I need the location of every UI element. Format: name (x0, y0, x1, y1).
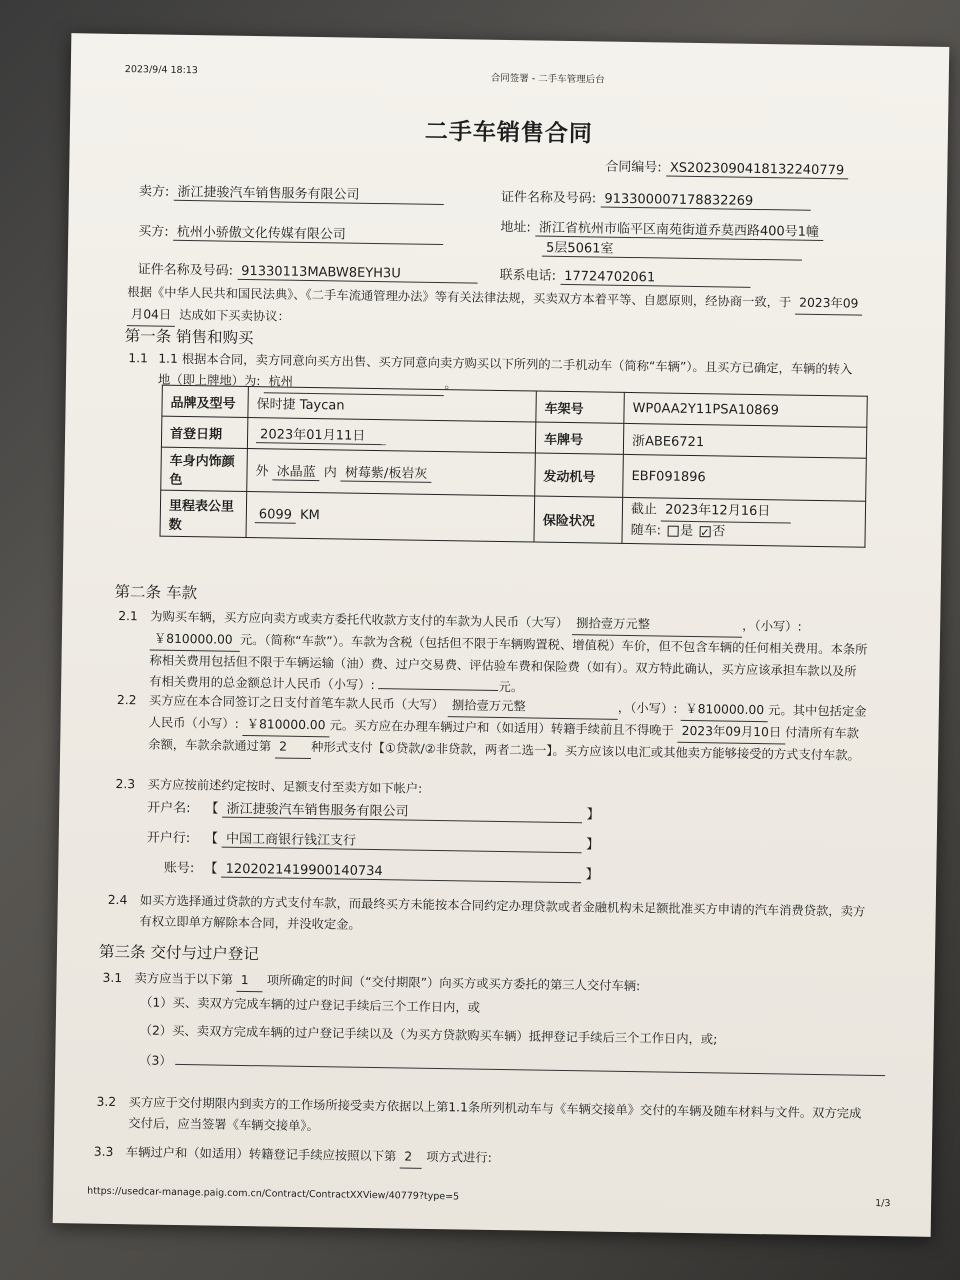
account-number-value: 1202021419900140734 (221, 862, 581, 884)
print-footer-url: https://usedcar-manage.paig.com.cn/Contract/ContractXXView/40779?type=5 (87, 1185, 460, 1203)
s31-text-a: 卖方应当于以下第 (134, 971, 234, 987)
s22-number: 2.2 (116, 692, 137, 708)
yes-checkbox[interactable] (667, 526, 678, 537)
s33-number: 3.3 (93, 1144, 114, 1159)
account-number-label: 账号: (163, 860, 195, 877)
s21-text-a: 为购买车辆，买方应向卖方或卖方委托代收款方支付的车款为人民币（大写） (150, 609, 569, 631)
brand-label: 品牌及型号 (162, 385, 248, 417)
exterior-prefix: 外 (255, 464, 269, 480)
contract-number-value: XS2023090418132240779 (666, 161, 849, 180)
s31-option2: （2）买、卖双方完成车辆的过户登记手续以及（为买方贷款购买车辆）抵押登记手续后三个工作日内，或; (139, 1023, 718, 1047)
transfer-city: 杭州 (264, 371, 444, 396)
article1-1-text-a: 1.1 根据本合同，卖方同意向买方出售、买方同意向卖方购买以下所列的二手机动车（简称“车辆”）。且买方已确定，车辆的转入 (158, 351, 853, 377)
bank-label: 开户行: (146, 830, 191, 847)
s31-option3-blank[interactable] (176, 1064, 886, 1076)
mileage-cell (246, 491, 535, 542)
plate-label: 车牌号 (535, 422, 623, 454)
s21-text-d: 元。 (498, 679, 524, 695)
no-checkbox[interactable] (699, 526, 710, 537)
preamble-text-end: 达成如下买卖协议： (179, 307, 290, 324)
insurance-prefix: 截止 (630, 502, 658, 518)
address-value-line2-row (542, 237, 802, 261)
address-value-line1: 浙江省杭州市临平区南苑街道乔莫西路400号1幢 (535, 216, 823, 241)
preamble-text: 根据《中华人民共和国民法典》、《二手车流通管理办法》等有关法律法规，买卖双方本着平等、自愿原则，经协商一致，于 (127, 285, 792, 310)
buyer-label: 买方: (138, 224, 169, 240)
s23-number: 2.3 (115, 776, 136, 792)
account-name-value: 浙江捷骏汽车销售服务有限公司 (222, 798, 582, 824)
preamble-date-part2: 月04日 (127, 304, 176, 327)
s22-text-c: 元。其中包括定金人民币（小写）: (148, 703, 867, 731)
s33-item: 2 (400, 1146, 422, 1168)
bracket-left: 【 (204, 831, 219, 847)
insurance-cell (622, 497, 866, 547)
s21-number: 2.1 (118, 608, 138, 624)
bracket-right: 】 (585, 867, 599, 883)
page-number: 1/3 (875, 1197, 891, 1210)
bracket-right: 】 (586, 837, 600, 853)
mileage-unit: KM (299, 507, 320, 523)
s22-text-a: 买方应在本合同签订之日支付首笔车款人民币（大写） (148, 693, 445, 713)
registration-date-value: 2023年01月11日 (256, 423, 386, 445)
s22-amount-chinese: 捌拾壹万元整 (448, 695, 618, 720)
s31-option1: （1）买、卖双方完成车辆的过户登记手续后三个工作日内，或 (140, 995, 481, 1015)
bank-value: 中国工商银行钱江支行 (222, 828, 582, 854)
plate-value: 浙ABE6721 (623, 423, 866, 458)
article1-1-number: 1.1 (128, 351, 148, 366)
account-name-row (147, 796, 600, 823)
buyer-id-value: 91330113MABW8EYH3U (237, 264, 477, 284)
registration-date-label: 首登日期 (161, 416, 247, 448)
insurance-date: 2023年12月16日 (661, 501, 791, 524)
phone-label: 联系电话: (499, 267, 557, 284)
article1-1-text-b: 地（即上牌地）为: (157, 372, 261, 389)
article1-1-end: 。 (444, 377, 457, 392)
brand-value: 保时捷 Taycan (248, 387, 536, 423)
s21-amount-chinese: 捌拾壹万元整 (572, 613, 742, 638)
exterior-color: 冰晶蓝 (273, 460, 320, 481)
s22-payment-way: 2 (275, 736, 311, 759)
s31-option3 (139, 1050, 886, 1083)
buyer-id-row (138, 258, 478, 283)
seller-value: 浙江捷骏汽车销售服务有限公司 (173, 181, 443, 205)
interior-color: 树莓紫/板岩灰 (341, 461, 432, 482)
engine-label: 发动机号 (535, 453, 624, 497)
with-car-label: 随车: (630, 523, 662, 539)
phone-row (500, 264, 751, 288)
s22-amount: ￥810000.00 (681, 699, 768, 722)
interior-prefix: 内 (323, 465, 337, 481)
s22-text-d: 元。买方应在办理车辆过户和（如适用）转籍手续前且不得晚于 (329, 718, 674, 738)
s21-text-b: ，（小写）: (742, 618, 802, 634)
s24-number: 2.4 (107, 892, 128, 908)
bracket-left: 【 (204, 861, 218, 877)
s31-item: 1 (237, 970, 263, 992)
yes-label: 是 (680, 523, 694, 540)
account-name-label: 开户名: (147, 800, 191, 817)
seller-id-label: 证件名称及号码: (500, 189, 597, 207)
s32-number: 3.2 (96, 1094, 117, 1110)
s31-option3-label: （3） (139, 1053, 172, 1068)
s33-text-a: 车辆过户和（如适用）转籍登记手续应按照以下第 (125, 1145, 397, 1164)
s33-text-b: 项方式进行: (426, 1149, 492, 1165)
bracket-right: 】 (586, 807, 600, 823)
address-value-line2: 5层5061室 (542, 237, 802, 261)
address-label: 地址: (500, 219, 531, 236)
phone-value: 17724702061 (560, 269, 750, 288)
contract-number-label: 合同编号: (605, 159, 662, 176)
s22-text-f: 种形式支付【①贷款/②非贷款，两者二选一】。买方应该以电汇或其他卖方能够接受的方式支付车款。 (311, 740, 860, 763)
seller-id-row (501, 186, 811, 211)
s33-text (126, 1142, 492, 1170)
registration-date-cell (247, 417, 535, 453)
seller-row (139, 180, 444, 205)
article1-title: 第一条 销售和购买 (124, 327, 254, 348)
seller-id-value: 913300007178832269 (600, 192, 810, 211)
insurance-label: 保险状况 (534, 496, 623, 543)
s22-text-b: ，（小写）: (617, 700, 678, 716)
buyer-row (138, 220, 443, 245)
s31-text-b: 项所确定的时间（“交付期限”）向买方或买方委托的第三人交付车辆: (266, 973, 641, 994)
s21-total-blank[interactable] (379, 688, 499, 691)
article2-title: 第二条 车款 (114, 582, 198, 603)
vin-value: WP0AA2Y11PSA10869 (624, 392, 867, 427)
mileage-value: 6099 (255, 507, 296, 524)
bracket-left: 【 (205, 801, 219, 817)
s22-deposit: ￥810000.00 (243, 714, 330, 737)
color-cell (247, 448, 536, 496)
table-row (160, 490, 866, 547)
contract-number-row (605, 156, 848, 180)
seller-label: 卖方: (138, 184, 170, 200)
s23-text: 买方应按前述约定按时、足额支付至卖方如下帐户: (147, 777, 423, 796)
no-label: 否 (712, 524, 726, 540)
s24-text: 如买方选择通过贷款的方式支付车款，而最终买方未能按本合同约定办理贷款或者金融机构未足额批准买方申请的汽车消费贷款，卖方有权立即单方解除本合同，并没收定金。 (139, 893, 866, 932)
bank-row (147, 826, 600, 853)
engine-value: EBF091896 (623, 454, 867, 501)
vehicle-info-table (160, 385, 868, 548)
print-datetime: 2023/9/4 18:13 (124, 64, 198, 77)
color-label: 车身内饰颜色 (161, 447, 248, 491)
s21-amount: ￥810000.00 (150, 628, 240, 651)
s32-text: 买方应于交付期限内到卖方的工作场所接受卖方依据以上第1.1条所列机动车与《车辆交接单》交付的车辆及随车材料与文件。双方完成交付后，应当签署《车辆交接单》。 (128, 1095, 862, 1134)
s22-text (148, 690, 867, 767)
account-number-row (146, 856, 599, 883)
s22-due-date: 2023年09月10日 (678, 721, 786, 745)
buyer-value: 杭州小骄傲文化传媒有限公司 (173, 221, 443, 245)
vin-label: 车架号 (536, 391, 624, 423)
print-header-title: 合同签署 - 二手车管理后台 (490, 72, 605, 86)
s21-text (149, 606, 868, 703)
article3-title: 第三条 交付与过户登记 (98, 942, 260, 964)
contract-page (53, 33, 950, 1237)
document-title: 二手车销售合同 (424, 118, 594, 148)
buyer-id-label: 证件名称及号码: (137, 262, 234, 279)
s21-text-c: 元。（简称“车款”）。车款为含税（包括但不限于车辆购置税、增值税）车价，但不包含车辆的任何相关费用。本条所称相关费用包括但不限于车辆运输（油）费、过户交易费、评估验车费和保险费（如有）。双方特此确认，买方应该承担车款以及所有相关费用的总金额总计人民币（小写）: (149, 632, 868, 693)
s31-number: 3.1 (102, 970, 123, 986)
mileage-label: 里程表公里数 (160, 490, 247, 537)
preamble-date-part1: 2023年09 (795, 293, 863, 316)
s22-text-e: 付清所有车款余额，车款余款通过第 (148, 725, 860, 754)
